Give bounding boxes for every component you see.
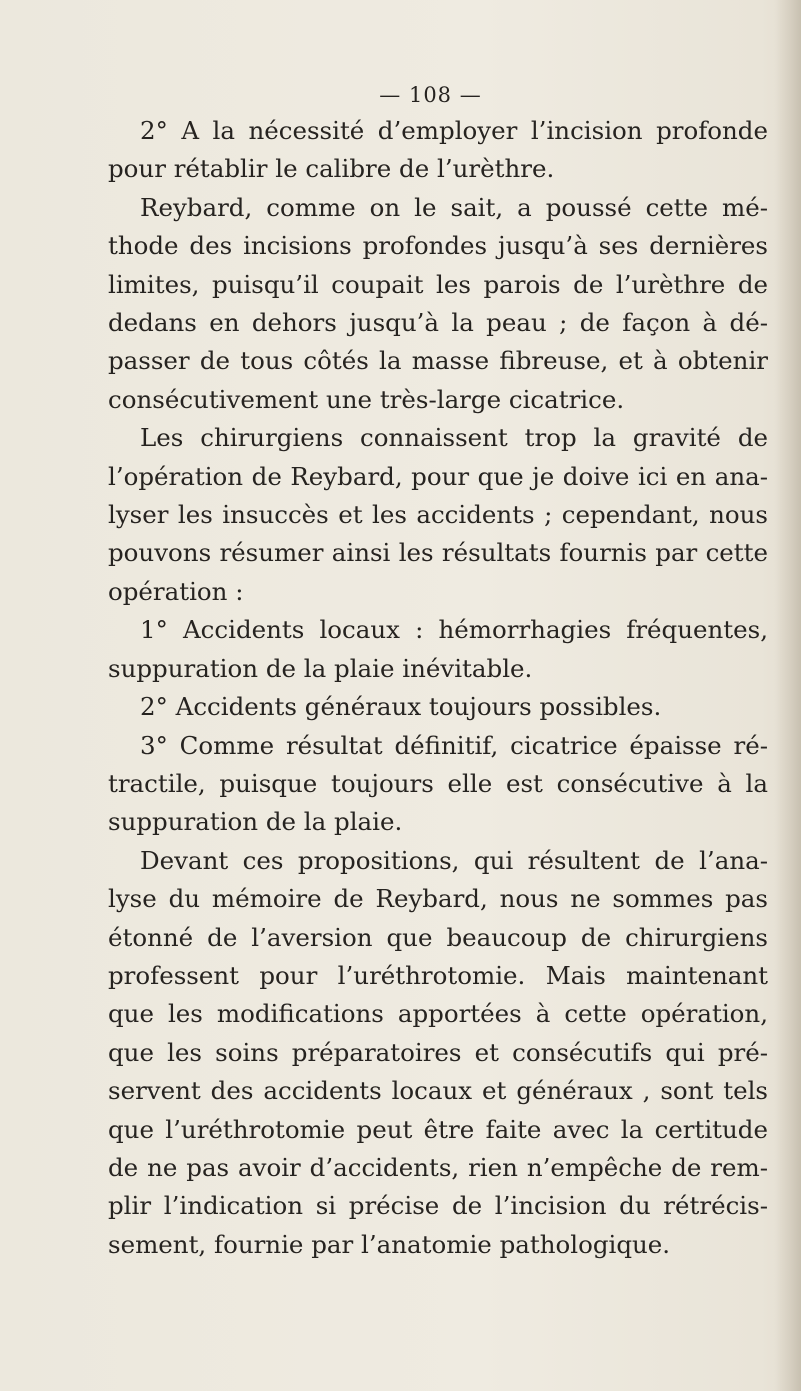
text-line: servent des accidents locaux et généraux , sont tels xyxy=(108,1076,768,1106)
page-edge-shadow xyxy=(775,0,801,1391)
text-line: Devant ces propositions, qui résultent de l’ana- xyxy=(140,845,768,875)
text-line: limites, puisqu’il coupait les parois de l’urèthre de xyxy=(108,269,768,299)
text-line: 2° Accidents généraux toujours possibles. xyxy=(140,692,662,722)
text-line: suppuration de la plaie inévitable. xyxy=(108,653,533,683)
text-line: lyser les insuccès et les accidents ; cependant, nous xyxy=(108,500,768,530)
text-line: pour rétablir le calibre de l’urèthre. xyxy=(108,154,555,184)
text-line: consécutivement une très-large cicatrice. xyxy=(108,384,625,414)
text-line: 1° Accidents locaux : hémorrhagies fréquentes, xyxy=(140,615,768,645)
text-line: 3° Comme résultat définitif, cicatrice épaisse ré- xyxy=(140,730,768,760)
text-line: pouvons résumer ainsi les résultats fournis par cette xyxy=(108,538,768,568)
text-line: que l’uréthrotomie peut être faite avec la certitude xyxy=(108,1114,768,1144)
text-line: thode des incisions profondes jusqu’à ses dernières xyxy=(108,231,768,261)
text-line: étonné de l’aversion que beaucoup de chirurgiens xyxy=(108,922,768,952)
text-line: l’opération de Reybard, pour que je doive ici en ana- xyxy=(108,461,768,491)
text-line: suppuration de la plaie. xyxy=(108,807,403,837)
text-line: sement, fournie par l’anatomie pathologique. xyxy=(108,1229,671,1259)
text-line: plir l’indication si précise de l’incision du rétrécis- xyxy=(108,1191,768,1221)
text-line: que les modifications apportées à cette opération, xyxy=(108,999,768,1029)
text-line: Reybard, comme on le sait, a poussé cette mé- xyxy=(140,192,768,222)
text-line: dedans en dehors jusqu’à la peau ; de façon à dé- xyxy=(108,308,768,338)
text-line: tractile, puisque toujours elle est consécutive à la xyxy=(108,768,768,798)
text-line: professent pour l’uréthrotomie. Mais maintenant xyxy=(108,960,768,990)
text-line: de ne pas avoir d’accidents, rien n’empêche de rem- xyxy=(108,1152,768,1182)
text-line: 2° A la nécessité d’employer l’incision profonde xyxy=(140,116,768,145)
body-text xyxy=(108,112,768,1264)
text-line: opération : xyxy=(108,576,244,606)
text-line: passer de tous côtés la masse fibreuse, et à obtenir xyxy=(108,346,768,376)
text-line: Les chirurgiens connaissent trop la gravité de xyxy=(140,423,768,453)
text-line: que les soins préparatoires et consécutifs qui pré- xyxy=(108,1037,768,1067)
page-number: — 108 — xyxy=(379,83,482,107)
text-line: lyse du mémoire de Reybard, nous ne sommes pas xyxy=(108,884,768,914)
